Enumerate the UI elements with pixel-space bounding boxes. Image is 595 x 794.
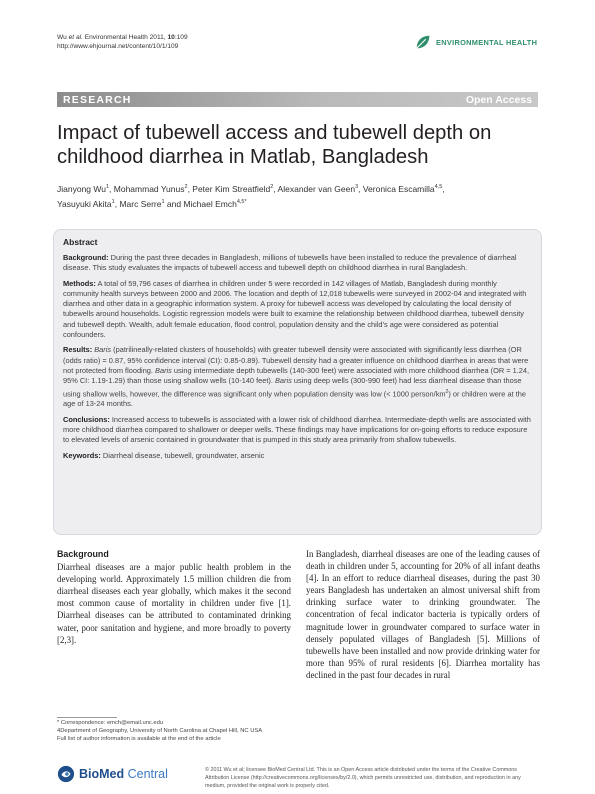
biomed-central-logo-icon [57, 765, 75, 783]
publisher-name: BioMed Central [79, 767, 168, 781]
leaf-icon [414, 33, 432, 51]
abstract-keywords: Keywords: Diarrheal disease, tubewell, groundwater, arsenic [63, 450, 265, 460]
author-info-note: Full list of author information is available at the end of the article [57, 736, 221, 742]
abstract-results: Results: Baris (patrilineally-related clusters of households) with greater tubewell density were associated with significantly less diarrhea (OR (odds ratio) = 0.87, 95% confidence interval (CI): 0.85-0.89). Tubewell density had a greater influence on childhood diarrhea in areas that were not protected from flooding. Baris using intermediate depth tubewells (140-300 feet) were associated with more childhood diarrhea (OR = 1.24, 95% CI: 1.19-1.29) than those using shallow wells (10-140 feet). Baris using deep wells (300-990 feet) had less diarrheal disease than those using shallow wells, however, the difference was significant only when population density was low (< 1000 person/$km^2$) or children were at the age of 13-24 months. [63, 345, 530, 409]
journal-name: ENVIRONMENTAL HEALTH [436, 37, 538, 47]
body-column-right [306, 548, 540, 681]
background-paragraph: Diarrheal diseases are a major public health problem in the developing world. Approximately 1.5 million children die from diarrheal diseases each year globally, which makes it the second most common cause of mortality in children under five [1]. Diarrheal diseases can be attributed to contaminated drinking water, poor sanitation and hygiene, and more broadly to poverty [2,3]. [57, 562, 291, 645]
footnotes [57, 719, 297, 743]
footnote-divider [57, 717, 117, 718]
journal-logo [414, 30, 542, 54]
abstract-methods: Methods: A total of 59,796 cases of diarrhea in children under 5 were recorded in 142 villages of Matlab, Bangladesh during monthly community health surveys between 2000 and 2006. The location and depth of 12,018 tubewells were surveyed in 2002-04 and integrated with diarrhea and other data in a geographic information system. A proxy for tubewell access was developed by calculating the local density of tubewells around households. Logistic regression models were built to examine the relationship between childhood diarrhea, tubewell density and tubewell depth. Wealth, adult female education, flood control, population density and the child’s age were considered as potential confounders. [63, 278, 527, 340]
research-banner [57, 92, 538, 107]
author-line-2: Yasuyuki Akita$^1$, Marc Serre$^1$ and Michael Emch$^{4,5*}$ [57, 198, 247, 209]
author-line-1: Jianyong Wu$^1$, Mohammad Yunus$^2$, Peter Kim Streatfield$^2$, Alexander van Geen$^3$, Veronica Escamilla$^{4,5}$, [57, 183, 445, 194]
abstract-background: Background: During the past three decades in Bangladesh, millions of tubewells have been installed to reduce the prevalence of diarrheal disease. This study evaluates the impacts of tubewell access and tubewell depth on childhood diarrhea in rural Bangladesh. [63, 253, 517, 273]
abstract-box [53, 229, 542, 535]
affiliation-note: 4Department of Geography, University of North Carolina at Chapel Hill, NC USA [57, 728, 263, 734]
article-type-label: RESEARCH [63, 93, 132, 106]
article-url[interactable]: http://www.ehjournal.net/content/10/1/109 [57, 43, 179, 50]
citation-line: Wu et al. Environmental Health 2011, 10:109 [57, 34, 188, 41]
article-title: Impact of tubewell access and tubewell depth on childhood diarrhea in Matlab, Bangladesh [57, 122, 492, 168]
correspondence-note: * Correspondence: emch@email.unc.edu [57, 720, 164, 726]
background-paragraph-continued: In Bangladesh, diarrheal diseases are one of the leading causes of death in children under 5, accounting for 20% of all infant deaths [4]. In an effort to reduce diarrheal diseases, during the past 30 years Bangladesh has undertaken an almost universal shift from drinking surface water to drinking groundwater. The concentration of fecal indicator bacteria is typically orders of magnitude lower in groundwater compared to surface water in densely populated villages of Bangladesh [5]. Millions of tubewells have been installed and now provide drinking water for more than 95% of rural residents [6]. Diarrhea mortality has declined in the past four decades in rural [306, 549, 540, 680]
biomed-central-logo [57, 765, 168, 783]
open-access-badge: Open Access [465, 93, 532, 106]
body-column-left [57, 548, 291, 646]
abstract-conclusions: Conclusions: Increased access to tubewells is associated with a lower risk of childhood diarrhea. Intermediate-depth wells are associated with more childhood diarrhea compared to shallower or deeper wells. These findings may have implications for on-going efforts to reduce exposure to elevated levels of arsenic contained in groundwater that is pumped in this study area primarily from shallow tubewells. [63, 414, 531, 445]
abstract-heading: Abstract [63, 237, 98, 247]
section-heading-background: Background [57, 549, 109, 559]
citation-header [57, 33, 188, 51]
license-statement: © 2011 Wu et al; licensee BioMed Central Ltd. This is an Open Access article distributed under the terms of the Creative Commons Attribution License (http://creativecommons.org/licenses/by/2.0), which permits unrestricted use, distribution, and reproduction in any medium, provided the original work is properly cited. [205, 767, 521, 789]
author-list [57, 181, 537, 211]
